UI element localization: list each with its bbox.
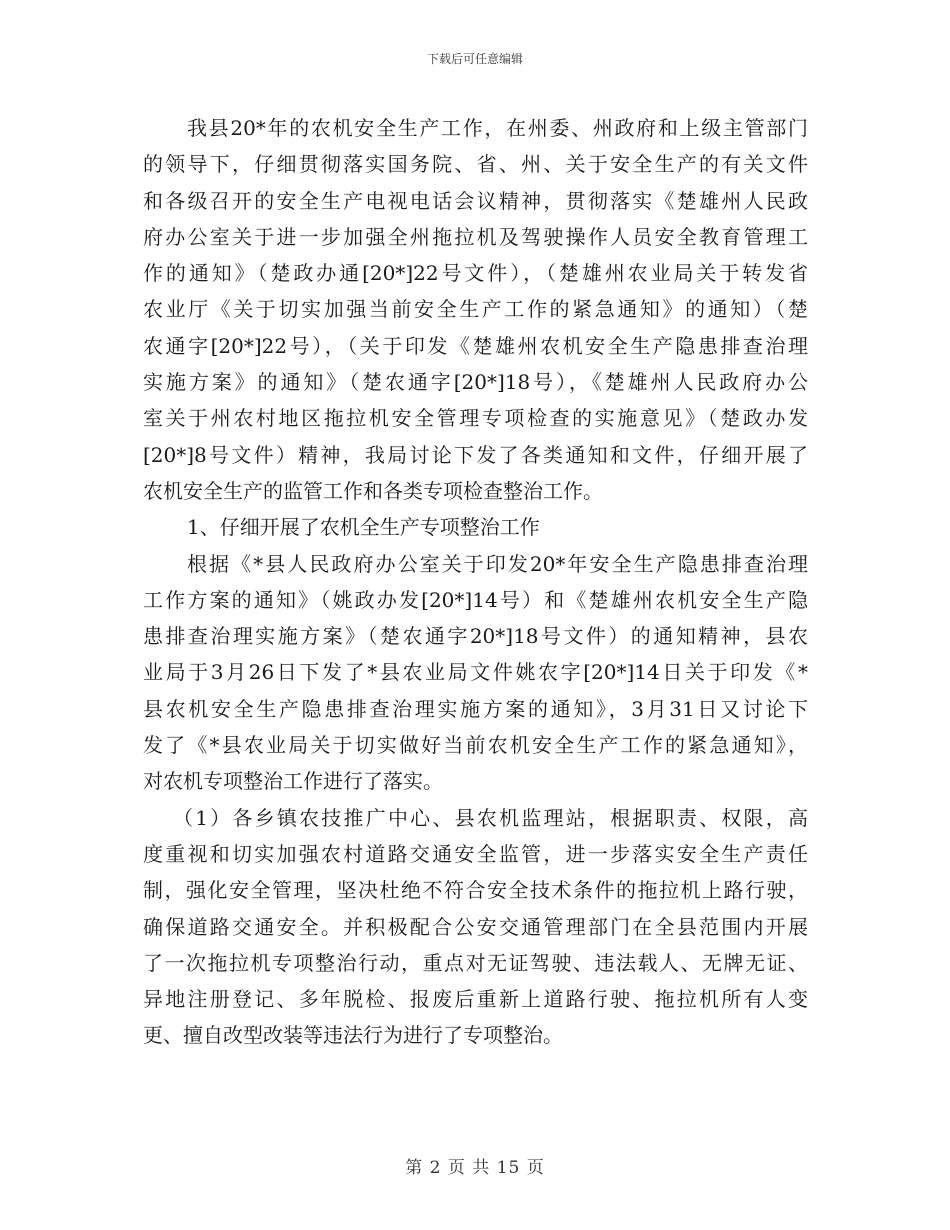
text-line: 农业厅《关于切实加强当前安全生产工作的紧急通知》的通知）（楚 — [143, 297, 808, 322]
section-heading: 1、仔细开展了农机全生产专项整治工作 — [187, 515, 540, 540]
text-line: 制，强化安全管理，坚决杜绝不符合安全技术条件的拖拉机上路行驶， — [143, 878, 808, 903]
document-body — [143, 110, 808, 1054]
text-line: 农通字[20*]22号），（关于印发《楚雄州农机安全生产隐患排查治理 — [143, 333, 808, 358]
text-line: 实施方案》的通知》（楚农通字[20*]18号），《楚雄州人民政府办公 — [143, 370, 808, 395]
text-line: 对农机专项整治工作进行了落实。 — [143, 769, 443, 794]
text-line: 和各级召开的安全生产电视电话会议精神，贯彻落实《楚雄州人民政 — [143, 188, 808, 213]
text-line: 度重视和切实加强农村道路交通安全监管，进一步落实安全生产责任 — [143, 841, 808, 866]
text-line: 我县20*年的农机安全生产工作，在州委、州政府和上级主管部门 — [187, 116, 808, 140]
text-line: 府办公室关于进一步加强全州拖拉机及驾驶操作人员安全教育管理工 — [143, 224, 808, 249]
text-line: 业局于3月26日下发了*县农业局文件姚农字[20*]14日关于印发《* — [143, 660, 808, 685]
text-line: （1）各乡镇农技推广中心、县农机监理站，根据职责、权限，高 — [173, 805, 808, 830]
text-line: 作的通知》（楚政办通[20*]22号文件），（楚雄州农业局关于转发省 — [143, 261, 808, 286]
text-line: 农机安全生产的监管工作和各类专项检查整治工作。 — [143, 478, 603, 503]
text-line: 室关于州农村地区拖拉机安全管理专项检查的实施意见》（楚政办发 — [143, 406, 808, 431]
text-line: [20*]8号文件）精神，我局讨论下发了各类通知和文件，仔细开展了 — [143, 442, 808, 467]
page-footer: 第 2 页 共 15 页 — [405, 1158, 545, 1178]
text-line: 了一次拖拉机专项整治行动，重点对无证驾驶、违法载人、无牌无证、 — [143, 950, 808, 975]
text-line: 异地注册登记、多年脱检、报废后重新上道路行驶、拖拉机所有人变 — [143, 987, 808, 1012]
text-line: 更、擅自改型改装等违法行为进行了专项整治。 — [143, 1023, 563, 1048]
text-line: 根据《*县人民政府办公室关于印发20*年安全生产隐患排查治理 — [187, 551, 808, 576]
text-line: 县农机安全生产隐患排查治理实施方案的通知》，3月31日又讨论下 — [143, 696, 808, 721]
text-line: 患排查治理实施方案》（楚农通字20*]18号文件）的通知精神，县农 — [143, 624, 808, 649]
page-header: 下载后可任意编辑 — [426, 52, 523, 66]
text-line: 发了《*县农业局关于切实做好当前农机安全生产工作的紧急通知》， — [143, 733, 808, 758]
text-line: 的领导下，仔细贯彻落实国务院、省、州、关于安全生产的有关文件 — [143, 152, 808, 177]
text-line: 确保道路交通安全。并积极配合公安交通管理部门在全县范围内开展 — [143, 914, 808, 939]
text-line: 工作方案的通知》（姚政办发[20*]14号）和《楚雄州农机安全生产隐 — [143, 587, 808, 612]
